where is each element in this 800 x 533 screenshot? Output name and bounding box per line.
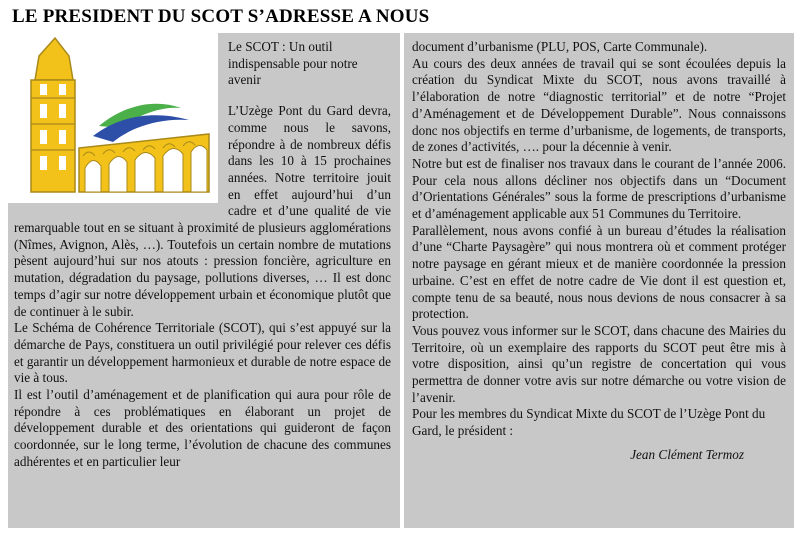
paragraph: Parallèlement, nous avons confié à un bureau d’études la réalisation d’une “Charte Paysagère” qui nous montrera où et comment protéger notre paysage en gérant mieux et de manière coordonnée la pression urbaine. C’est en effet de notre cadre de Vie dont il est question et, compte tenu de sa beauté, nous nous devions de nous consacrer à sa protection. xyxy=(412,222,786,322)
signature: Jean Clément Termoz xyxy=(630,446,744,462)
paragraph: Pour les membres du Syndicat Mixte du SCOT de l’Uzège Pont du Gard, le président : xyxy=(412,406,766,439)
scot-logo-icon xyxy=(8,33,218,203)
article-column-left xyxy=(8,33,400,528)
paragraph: Il est l’outil d’aménagement et de planification qui aura pour rôle de répondre à ces problématiques en élaborant un projet de développement durable et des orientations qui guideront de façon coordonnée, sur le long terme, l’évolution de chacune des communes adhérentes et en particulier leur xyxy=(14,387,391,469)
paragraph-intro-title: Le SCOT : Un outil indispensable pour notre avenir xyxy=(228,39,358,88)
paragraph: L’Uzège Pont du Gard devra, comme nous le savons, répondre à de nombreux défis dans les 10 à 15 prochaines années. Notre territoire jouit en effet aujourd’hui d’un cadre et d’une qualité de vie remarquable tout en se situant à proximité de plusieurs agglomérations (Nîmes, Avignon, Alès, …). Toutefois un certain nombre de mutations pèsent aujourd’hui sur nos atouts : pression foncière, agriculture en mutation, dégradation du paysage, pollutions diverses, … Il est donc temps d’agir sur notre développement urbain et économique plutôt que de continuer à le subir. xyxy=(14,103,391,319)
paragraph: Vous pouvez vous informer sur le SCOT, dans chacune des Mairies du Territoire, où un exemplaire des rapports du SCOT peut être mis à votre disposition, ainsi qu’un registre de concertation qui vous permettra de donner votre avis sur notre démarche ou votre vision de l’avenir. xyxy=(412,322,786,405)
article-column-right xyxy=(404,33,794,528)
paragraph: document d’urbanisme (PLU, POS, Carte Communale). xyxy=(412,39,708,54)
paragraph: Notre but est de finaliser nos travaux dans le courant de l’année 2006. Pour cela nous allons décliner nos objectifs dans un “Document d’Orientations Générales” sous la forme de prescriptions d’urbanisme et d’aménagement applicable aux 51 Communes du Territoire. xyxy=(412,155,786,222)
paragraph: Le Schéma de Cohérence Territoriale (SCOT), qui s’est appuyé sur la démarche de Pays, constituera un outil privilégié pour relever ces défis et garantir un développement harmonieux et durable de notre espace de vie à tous. xyxy=(14,320,391,386)
paragraph: Au cours des deux années de travail qui se sont écoulées depuis la création du Syndicat Mixte du SCOT, nous avons travaillé à l’élaboration de notre “diagnostic territorial” et de notre “Projet d’Aménagement et de Développement Durable”. Nous connaissons donc nos objectifs en terme d’urbanisme, de logements, de transports, de zones d’activités, …. pour la décennie à venir. xyxy=(412,55,786,155)
article-title: LE PRESIDENT DU SCOT S’ADRESSE A NOUS xyxy=(12,6,430,27)
